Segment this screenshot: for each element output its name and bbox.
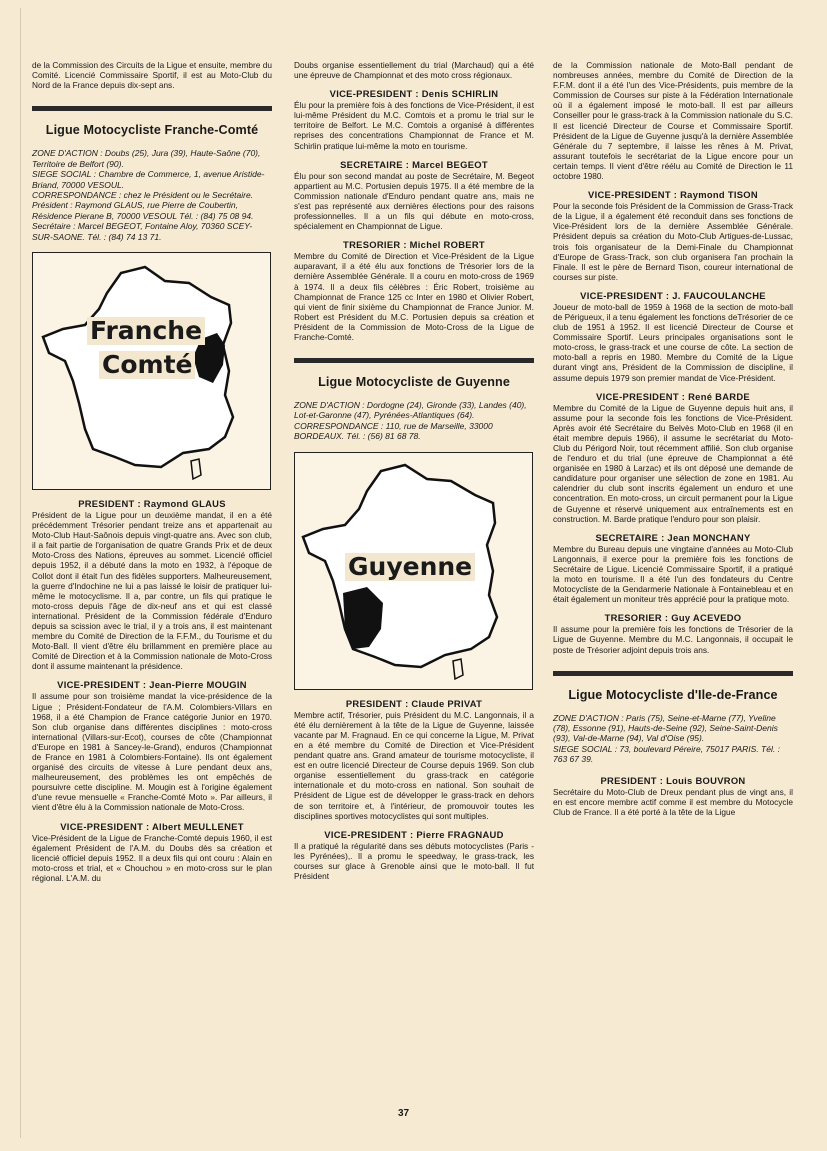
league-contact-block — [294, 400, 534, 442]
league-contact-block — [32, 148, 272, 242]
role-title: VICE-PRESIDENT : Albert MEULLENET — [60, 820, 244, 832]
role-title: VICE-PRESIDENT : Jean-Pierre MOUGIN — [57, 679, 247, 691]
paragraph: Président de la Ligue pour un deuxième mandat, il en a été précédemment Trésorier pendant treize ans et appartenait au Moto-Club Haut-Saônois depuis vingt-quatre ans. Avec son club, il a fait partie de l'organisation de quatre Grands Prix et de deux Moto-Cross des Nations, épreuves au sommet. Licencié officiel depuis 1952, il a débuté dans la moto en 1932, à l'époque de Collot dont il était l'un des fidèles supporters. Malheureusement, la guerre d'Indochine ne lui a pas laissé le loisir de pratiquer lui-même le motocyclisme. Il a, par contre, un fils qui pratique le moto-cross depuis l'âge de dix-neuf ans et qui est classé international. Président de la Commission fédérale d'Enduro depuis sa scission avec le trial, il y a trois ans, il est maintenant membre du Comité de Direction de la F.F.M., du Tourisme et du Moto-Ball. Il vient d'être élu brillamment en première place au Comité de Direction et à la Commission nationale de Moto-Cross dont il assume maintenant la présidence. — [32, 509, 272, 672]
zone-line: ZONE D'ACTION : Dordogne (24), Gironde (33), Landes (40), Lot-et-Garonne (47), Pyrénées-Atlantiques (64). — [294, 400, 527, 421]
map-label-guyenne: Guyenne — [345, 553, 475, 581]
league-contact-block — [553, 713, 793, 765]
role-title: TRESORIER : Guy ACEVEDO — [604, 612, 742, 624]
role-title: VICE-PRESIDENT : J. FAUCOULANCHE — [580, 289, 766, 301]
role-title: SECRETAIRE : Jean MONCHANY — [595, 531, 751, 543]
role-title: PRESIDENT : Claude PRIVAT — [345, 697, 483, 709]
column-left — [32, 60, 272, 887]
paragraph: de la Commission nationale de Moto-Ball pendant de nombreuses années, membre du Comité de Direction de la F.F.M. dont il a été l'un des Vice-Présidents, puis membre de la Commission de Courses sur piste à la Fédération Internationale où il a également imposé le moto-ball. Il est par ailleurs Conseiller pour le grass-track à la Commission nationale du S.C. Il est licencié Directeur de Course et Commissaire Sportif. Président de la Ligue de Guyenne jusqu'à la dernière Assemblée Générale du 7 septembre, il laisse les rênes à M. Privat, assurant toutefois le secrétariat de la Ligue encore pour un certain temps. Il vient d'être réélu au Comité de Direction le 11 octobre 1980. — [553, 60, 793, 182]
role-title: PRESIDENT : Raymond GLAUS — [78, 497, 226, 509]
paragraph: Secrétaire du Moto-Club de Dreux pendant plus de vingt ans, il en est encore membre actif comme il est membre du Motocycle Club de France. Il a été porté à la tête de la Ligue — [553, 786, 793, 817]
league-title: Ligue Motocycliste d'Ile-de-France — [568, 687, 778, 702]
paragraph: Doubs organise essentiellement du trial (Marchaud) qui a été une épreuve de Championnat et des moto cross régionaux. — [294, 60, 534, 81]
map-label-comte: Comté — [99, 351, 195, 379]
zone-line: Président : Raymond GLAUS, rue Pierre de Coubertin, Résidence Pierane B, 70000 VESOUL Tél. : (84) 75 08 94. — [32, 200, 254, 221]
role-title: VICE-PRESIDENT : Raymond TISON — [588, 189, 758, 201]
role-title: VICE-PRESIDENT : Pierre FRAGNAUD — [324, 828, 504, 840]
zone-line: SIEGE SOCIAL : 73, boulevard Péreire, 75017 PARIS. Tél. : 763 67 39. — [553, 743, 780, 765]
paragraph: Membre du Comité de la Ligue de Guyenne depuis huit ans, il assume pour la seconde fois les fonctions de Vice-Président. Après avoir été Secrétaire du Belvès Moto-Club en 1968 (il en était membre depuis 1966), il assume le secrétariat du Moto-Club du Périgord Noir, tout récemment affilié. Son club organise de l'enduro et du trial (une épreuve de Championnat a été organisée en 1980 à Larzac) et ils ont déposé une demande de candidature pour organiser une sélection de zone en 1981. Au calendrier du club sont inscrits également un enduro et une concentration. En moto-cross, un circuit permanent pour la Ligue de Guyenne et réservé uniquement aux entraînements est en construction. M. Barde pratique l'enduro pour son plaisir. — [553, 402, 793, 524]
zone-line: CORRESPONDANCE : 110, rue de Marseille, 33000 BORDEAUX. Tél. : (56) 81 68 78. — [294, 420, 493, 442]
paragraph: Membre actif, Trésorier, puis Président du M.C. Langonnais, il a été élu dernièrement à la tête de la Ligue de Guyenne, laissée vacante par M. Fragnaud. En ce qui concerne la Ligue, M. Privat en a été membre du Comité de Direction et Vice-Président pendant quatre ans. Grand amateur de tourisme motocycliste, il est en outre licencié Directeur de Course depuis 1969. Son club organise essentiellement du grass-track en catégorie internationale et du moto-cross en national. Son souhait de Président de Ligue est de développer le grass-track en dehors de son territoire et, à l'intérieur, de promouvoir toutes les disciplines sportives motocyclistes qui sont multiples. — [294, 709, 534, 821]
role-title: VICE-PRESIDENT : René BARDE — [596, 390, 750, 402]
franche-comte-map — [32, 252, 271, 490]
section-divider — [32, 106, 272, 111]
paragraph: Vice-Président de la Ligue de Franche-Comté depuis 1960, il est également Président de l'A.M. du Doubs dès sa création et licencié officiel depuis 1952. Il a deux fils qui ont couru : Alain en moto-cross et trial, et « Chouchou » en moto-cross sur le plan régional. L'A.M. du — [32, 832, 272, 883]
paragraph: Élu pour la première fois à des fonctions de Vice-Président, il est lui-même Président du M.C. Comtois et a promu le trial sur le territoire de Belfort. Le M.C. Comtois a organisé à différentes reprises des concentrations Championnat de France et M. Schirlin pratique lui-même la moto en tourisme. — [294, 100, 534, 151]
paragraph: de la Commission des Circuits de la Ligue et ensuite, membre du Comité. Licencié Commissaire Sportif, il est au Moto-Club du Nord de la France depuis dix-sept ans. — [32, 60, 272, 91]
paragraph: Membre du Bureau depuis une vingtaine d'années au Moto-Club Langonnais, il exerce pour la première fois les fonctions de Secrétaire de Ligue. Licencié Commissaire Sportif, il a pratiqué la moto en tourisme. Il a été l'un des fondateurs du Centre Motocycliste de la Gendarmerie Nationale à Fontainebleau et en était également un moniteur très apprécié pour la pratique moto. — [553, 543, 793, 605]
role-title: SECRETAIRE : Marcel BEGEOT — [340, 158, 488, 170]
section-divider — [294, 358, 534, 363]
paragraph: Il assume pour son troisième mandat la vice-présidence de la Ligue ; Président-Fondateur de l'A.M. Colombiers-Villars en 1968, il a été Champion de France catégorie Junior en 1970. Son club organise dans différentes disciplines : moto-cross international (Villars-sur-Ecot), courses de côte (Championnat d'Europe en 1981 à Sancey-le-Grand), enduros (Championnat de France en 1981 à Colombiers-Fontaine). Ils ont également organisé des circuits de vitesse à Lure pendant deux ans, malheureusement, des problèmes les ont empêchés de poursuivre cette discipline. M. Mougin est à l'origine également d'une revue mensuelle « Franche-Comté Moto ». Par ailleurs, il vient d'être élu à la Commission nationale de Moto-Cross. — [32, 691, 272, 813]
column-right — [553, 60, 793, 821]
column-middle — [294, 60, 534, 885]
zone-line: Secrétaire : Marcel BEGEOT, Fontaine Aloy, 70360 SCEY-SUR-SAONE. Tél. : (84) 74 13 71. — [32, 221, 253, 242]
paragraph: Élu pour son second mandat au poste de Secrétaire, M. Begeot appartient au M.C. Portusien depuis 1975. Il a été membre de la Commission nationale d'Enduro pendant quatre ans, mais ne s'est pas représenté aux dernières élections pour des raisons professionnelles. Il a un fils qui débute en moto-cross, spécialement en Championnat de Ligue. — [294, 170, 534, 232]
paragraph: Joueur de moto-ball de 1959 à 1968 de la section de moto-ball de Périgueux, il a tenu également les fonctions deTrésorier de ce club de 1951 à 1952. Il est licencié Directeur de Course et Commissaire Sportif. Leurs principales organisations sont le moto-cross, le grass-track et une course de côte. La section de moto-ball a repris en 1980. Membre du Comité de la Ligue durant vingt ans, Président de la Commission de discipline, il assume depuis 1979 son premier mandat de Vice-Président. — [553, 301, 793, 383]
map-label-franche: Franche — [87, 317, 205, 345]
role-title: PRESIDENT : Louis BOUVRON — [600, 774, 746, 786]
role-title: VICE-PRESIDENT : Denis SCHIRLIN — [329, 88, 499, 100]
paragraph: Pour la seconde fois Président de la Commission de Grass-Track de la Ligue, il a également été reconduit dans ses fonctions de Vice-Président lors de la dernière Assemblée Générale. Président depuis sa création du Moto-Club Artigues-de-Lussac, trois fois organisateur de la Demi-Finale du Championnat d'Europe de Grass-Track, son club organisera l'an prochain la Finale. Il est le père de Bernard Tison, coureur international de courses sur piste. — [553, 201, 793, 282]
league-title: Ligue Motocycliste de Guyenne — [318, 375, 510, 390]
paragraph: Il assume pour la première fois les fonctions de Trésorier de la Ligue de Guyenne. Membre du M.C. Langonnais, il occupait le poste de Trésorier adjoint depuis trois ans. — [553, 624, 793, 655]
section-divider — [553, 671, 793, 676]
zone-line: SIEGE SOCIAL : Chambre de Commerce, 1, avenue Aristide-Briand, 70000 VESOUL. — [32, 169, 265, 190]
zone-line: ZONE D'ACTION : Doubs (25), Jura (39), Haute-Saône (70), Territoire de Belfort (90). — [32, 148, 261, 169]
league-title: Ligue Motocycliste Franche-Comté — [45, 123, 259, 138]
page-number: 37 — [398, 1108, 410, 1119]
zone-line: CORRESPONDANCE : chez le Président ou le Secrétaire. — [32, 189, 254, 200]
role-title: TRESORIER : Michel ROBERT — [343, 239, 485, 251]
paragraph: Il a pratiqué la régularité dans ses débuts motocyclistes (Paris - les Pyrénées),. Il a promu le speedway, le grass-track, les courses sur glace à Grenoble ainsi que le moto-ball. Il fut Président — [294, 840, 534, 881]
guyenne-map — [294, 452, 533, 690]
zone-line: ZONE D'ACTION : Paris (75), Seine-et-Marne (77), Yveline (78), Essonne (91), Hauts-de-Seine (92), Seine-Saint-Denis (93), Val-de-Marne (94), Val d'Oise (95). — [553, 712, 778, 744]
paragraph: Membre du Comité de Direction et Vice-Président de la Ligue auparavant, il a été élu aux fonctions de Trésorier lors de la dernière Assemblée Générale. Il a couru en moto-cross de 1969 à 1974. Il a deux fils célèbres : Éric Robert, troisième au Championnat de France 125 cc Inter en 1980 et Olivier Robert, qui vient de finir sixième du Championnat de France Junior. M. Robert est Président du M.C. Portusien depuis sa création et Président de la Commission de Moto-Cross de la Ligue de Franche-Comté. — [294, 251, 534, 342]
